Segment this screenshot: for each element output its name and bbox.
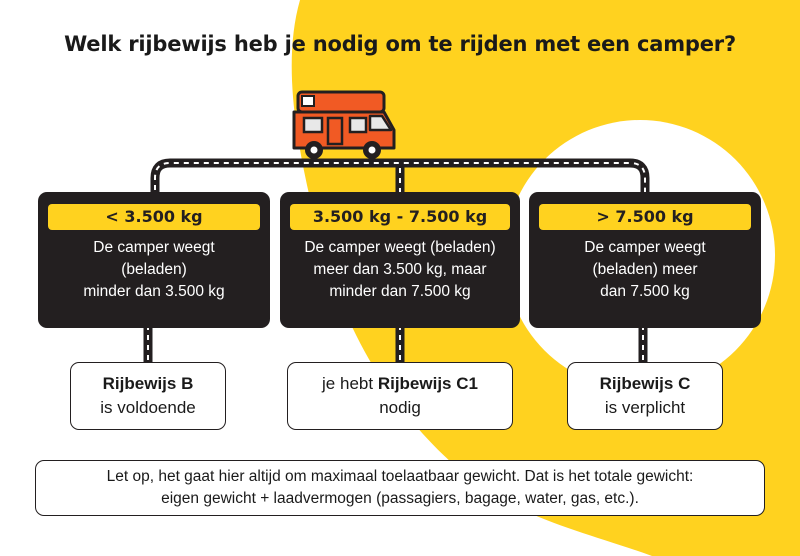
result-box-3 bbox=[567, 362, 723, 430]
result-text: nodig bbox=[379, 398, 421, 417]
license-name: Rijbewijs B bbox=[102, 374, 194, 393]
result-prefix: je hebt bbox=[322, 374, 374, 393]
license-name: Rijbewijs C1 bbox=[377, 374, 478, 393]
weight-label: < 3.500 kg bbox=[48, 204, 260, 230]
result-text: is verplicht bbox=[604, 398, 686, 417]
page-title: Welk rijbewijs heb je nodig om te rijden met een camper? bbox=[64, 32, 736, 56]
result-box-2 bbox=[287, 362, 513, 430]
category-box-3 bbox=[529, 192, 761, 328]
category-description: De camper weegt (beladen) minder dan 3.500 kg bbox=[83, 239, 225, 300]
weight-label: > 7.500 kg bbox=[539, 204, 751, 230]
category-box-1 bbox=[38, 192, 270, 328]
category-description: De camper weegt (beladen) meer dan 3.500 kg, maar minder dan 7.500 kg bbox=[304, 239, 496, 300]
category-description: De camper weegt (beladen) meer dan 7.500 kg bbox=[584, 239, 706, 300]
category-box-2 bbox=[280, 192, 520, 328]
result-text: is voldoende bbox=[100, 398, 196, 417]
result-box-1 bbox=[70, 362, 226, 430]
weight-label: 3.500 kg - 7.500 kg bbox=[290, 204, 510, 230]
license-name: Rijbewijs C bbox=[599, 374, 691, 393]
weight-note: Let op, het gaat hier altijd om maximaal toelaatbaar gewicht. Dat is het totale gewicht: eigen gewicht + laadvermogen (passagiers, bagage, water, gas, etc.). bbox=[35, 460, 765, 516]
camper-van-icon bbox=[290, 90, 398, 162]
